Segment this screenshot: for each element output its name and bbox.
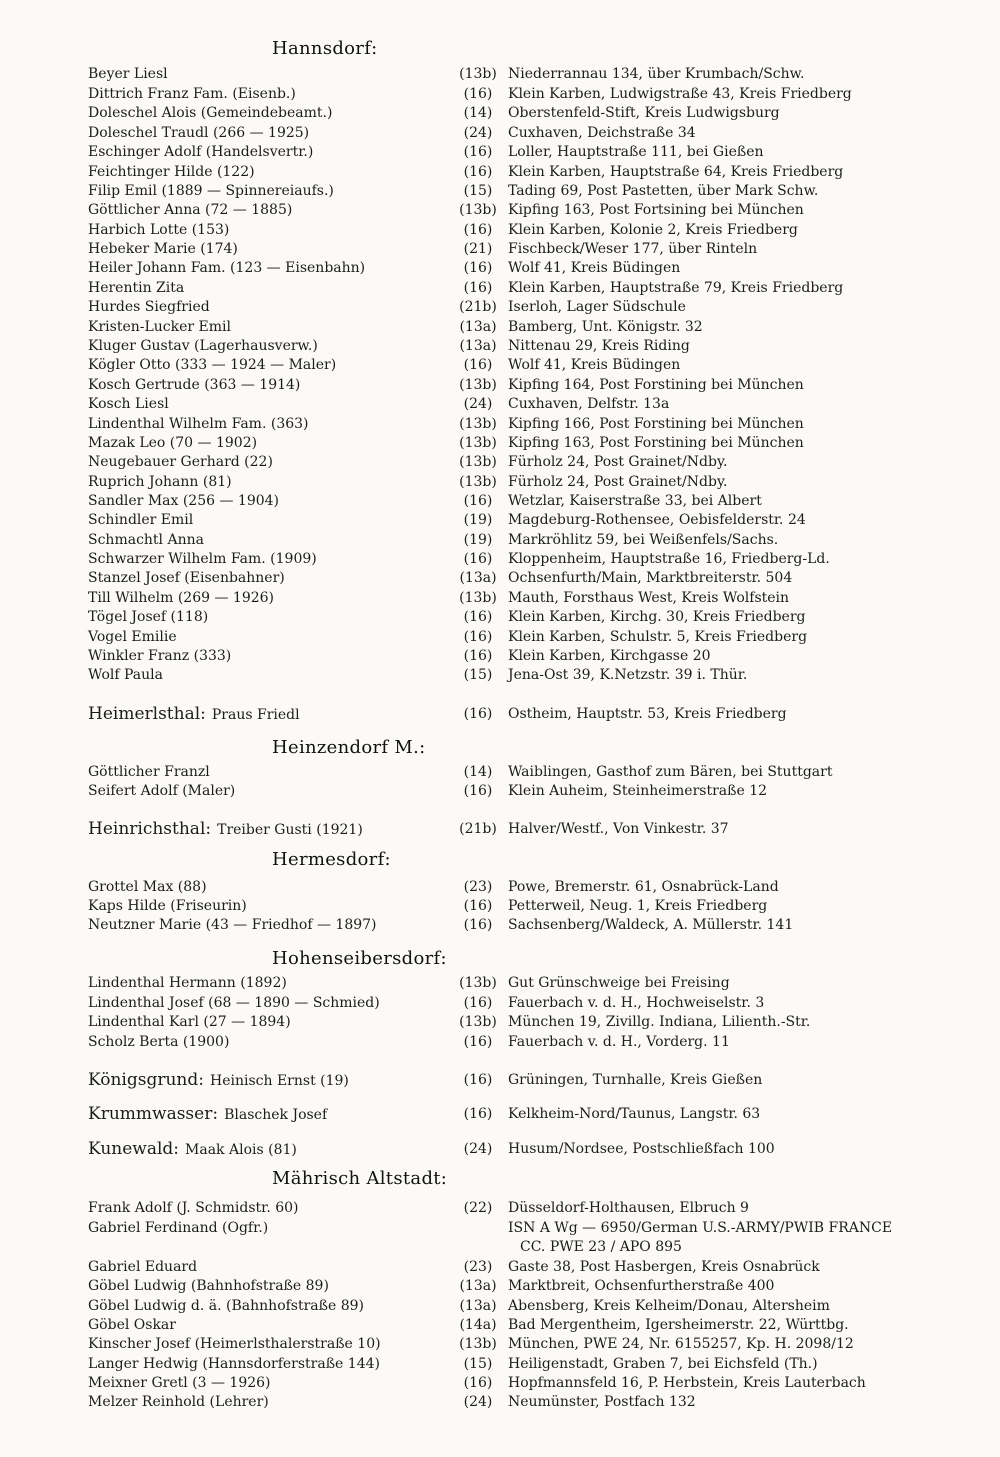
entry-name: Ruprich Johann (81) bbox=[88, 474, 232, 490]
entry-name: Wolf Paula bbox=[88, 667, 163, 683]
entry-name: Göttlicher Franzl bbox=[88, 764, 210, 780]
entry-row bbox=[0, 781, 1000, 801]
entry-row bbox=[0, 530, 1000, 550]
entry-row bbox=[0, 510, 1000, 530]
postal-zone-code: (16) bbox=[463, 706, 493, 722]
postal-zone-code: (24) bbox=[463, 125, 493, 141]
entry-name: Sandler Max (256 — 1904) bbox=[88, 493, 280, 509]
entry-name: Gabriel Eduard bbox=[88, 1259, 198, 1275]
entry-name: Vogel Emilie bbox=[88, 629, 177, 645]
entry-name: Treiber Gusti (1921) bbox=[217, 822, 363, 838]
entry-name: Praus Friedl bbox=[211, 707, 300, 723]
entry-address: Neumünster, Postfach 132 bbox=[508, 1394, 696, 1410]
entry-name: Hurdes Siegfried bbox=[88, 299, 210, 315]
entry-name: Beyer Liesl bbox=[88, 66, 168, 82]
entry-row bbox=[0, 297, 1000, 317]
postal-zone-code: (16) bbox=[463, 648, 493, 664]
entry-row bbox=[0, 239, 1000, 259]
entry-name: Melzer Reinhold (Lehrer) bbox=[88, 1394, 269, 1410]
postal-zone-code: (15) bbox=[463, 667, 493, 683]
entry-row bbox=[0, 375, 1000, 395]
entry-address: Kipfing 166, Post Forstining bei München bbox=[508, 416, 804, 432]
entry-name: Maak Alois (81) bbox=[185, 1142, 297, 1158]
postal-zone-code: (13b) bbox=[459, 1336, 497, 1352]
entry-row bbox=[0, 220, 1000, 240]
entry-name: Stanzel Josef (Eisenbahner) bbox=[88, 570, 285, 586]
entry-address: Kelkheim-Nord/Taunus, Langstr. 63 bbox=[508, 1106, 761, 1122]
postal-zone-code: (16) bbox=[463, 1375, 493, 1391]
entry-row bbox=[0, 103, 1000, 123]
entry-address: Sachsenberg/Waldeck, A. Müllerstr. 141 bbox=[508, 917, 794, 933]
postal-zone-code: (14a) bbox=[459, 1317, 497, 1333]
entry-address: Petterweil, Neug. 1, Kreis Friedberg bbox=[508, 898, 768, 914]
entry-row bbox=[0, 355, 1000, 375]
entry-address: Wetzlar, Kaiserstraße 33, bei Albert bbox=[508, 493, 762, 509]
postal-zone-code: (23) bbox=[463, 879, 493, 895]
entry-name: Gabriel Ferdinand (Ogfr.) bbox=[88, 1220, 269, 1236]
postal-zone-code: (24) bbox=[463, 396, 493, 412]
entry-row bbox=[0, 1257, 1000, 1277]
entry-address: Fürholz 24, Post Grainet/Ndby. bbox=[508, 474, 728, 490]
entry-row bbox=[0, 452, 1000, 472]
postal-zone-code: (13a) bbox=[459, 338, 497, 354]
entry-row bbox=[0, 64, 1000, 84]
entry-name: Meixner Gretl (3 — 1926) bbox=[88, 1375, 271, 1391]
postal-zone-code: (24) bbox=[463, 1141, 493, 1157]
entry-name: Lindenthal Karl (27 — 1894) bbox=[88, 1014, 291, 1030]
entry-name: Heinisch Ernst (19) bbox=[210, 1073, 349, 1089]
entry-address: Gut Grünschweige bei Freising bbox=[508, 975, 730, 991]
entry-name: Grottel Max (88) bbox=[88, 879, 207, 895]
entry-address: Fürholz 24, Post Grainet/Ndby. bbox=[508, 454, 728, 470]
entry-name: Scholz Berta (1900) bbox=[88, 1034, 230, 1050]
entry-address: Tading 69, Post Pastetten, über Mark Schw. bbox=[508, 183, 819, 199]
postal-zone-code: (16) bbox=[463, 917, 493, 933]
place-heading: Heinrichsthal: Treiber Gusti (1921) bbox=[88, 819, 363, 839]
entry-row bbox=[0, 1296, 1000, 1316]
postal-zone-code: (16) bbox=[463, 551, 493, 567]
postal-zone-code: (13b) bbox=[459, 1014, 497, 1030]
postal-zone-code: (13b) bbox=[459, 416, 497, 432]
entry-address: Niederrannau 134, über Krumbach/Schw. bbox=[508, 66, 805, 82]
entry-name: Filip Emil (1889 — Spinnereiaufs.) bbox=[88, 183, 334, 199]
entry-name: Kristen-Lucker Emil bbox=[88, 319, 231, 335]
entry-name: Harbich Lotte (153) bbox=[88, 222, 230, 238]
entry-name: Doleschel Traudl (266 — 1925) bbox=[88, 125, 310, 141]
entry-row bbox=[0, 1315, 1000, 1335]
entry-row bbox=[0, 472, 1000, 492]
entry-name: Lindenthal Hermann (1892) bbox=[88, 975, 287, 991]
entry-row bbox=[0, 200, 1000, 220]
postal-zone-code: (24) bbox=[463, 1394, 493, 1410]
postal-zone-code: (16) bbox=[463, 995, 493, 1011]
postal-zone-code: (13a) bbox=[459, 1278, 497, 1294]
postal-zone-code: (16) bbox=[463, 144, 493, 160]
entry-row bbox=[0, 993, 1000, 1013]
postal-zone-code: (22) bbox=[463, 1200, 493, 1216]
postal-zone-code: (16) bbox=[463, 898, 493, 914]
postal-zone-code: (13a) bbox=[459, 319, 497, 335]
section-heading: Mährisch Altstadt: bbox=[272, 1168, 448, 1189]
entry-address: Magdeburg-Rothensee, Oebisfelderstr. 24 bbox=[508, 512, 806, 528]
postal-zone-code: (14) bbox=[463, 105, 493, 121]
place-heading: Königsgrund: Heinisch Ernst (19) bbox=[88, 1070, 349, 1090]
entry-row bbox=[0, 607, 1000, 627]
postal-zone-code: (13b) bbox=[459, 377, 497, 393]
entry-row bbox=[0, 896, 1000, 916]
entry-name: Neugebauer Gerhard (22) bbox=[88, 454, 273, 470]
entry-address: Klein Karben, Kirchgasse 20 bbox=[508, 648, 711, 664]
inline-entry-row bbox=[0, 1104, 1000, 1124]
entry-address-continuation: CC. PWE 23 / APO 895 bbox=[520, 1239, 682, 1255]
entry-row-continuation bbox=[0, 1237, 1000, 1257]
postal-zone-code: (13b) bbox=[459, 975, 497, 991]
place-heading: Kunewald: Maak Alois (81) bbox=[88, 1139, 297, 1159]
entry-row bbox=[0, 142, 1000, 162]
postal-zone-code: (16) bbox=[463, 493, 493, 509]
entry-name: Kosch Gertrude (363 — 1914) bbox=[88, 377, 301, 393]
entry-address: Wolf 41, Kreis Büdingen bbox=[508, 357, 681, 373]
section-heading: Hannsdorf: bbox=[272, 38, 378, 59]
entry-row bbox=[0, 762, 1000, 782]
entry-row bbox=[0, 1354, 1000, 1374]
entry-row bbox=[0, 665, 1000, 685]
entry-address: Kloppenheim, Hauptstraße 16, Friedberg-Ld. bbox=[508, 551, 830, 567]
entry-name: Schwarzer Wilhelm Fam. (1909) bbox=[88, 551, 317, 567]
inline-entry-row bbox=[0, 819, 1000, 839]
entry-address: Nittenau 29, Kreis Riding bbox=[508, 338, 690, 354]
entry-address: Klein Karben, Kolonie 2, Kreis Friedberg bbox=[508, 222, 798, 238]
entry-row bbox=[0, 1373, 1000, 1393]
section-heading: Heinzendorf M.: bbox=[272, 737, 426, 758]
entry-name: Kögler Otto (333 — 1924 — Maler) bbox=[88, 357, 337, 373]
postal-zone-code: (16) bbox=[463, 1106, 493, 1122]
entry-address: München, PWE 24, Nr. 6155257, Kp. H. 2098/12 bbox=[508, 1336, 854, 1352]
entry-address: Kipfing 163, Post Forstining bei München bbox=[508, 435, 804, 451]
entry-name: Kaps Hilde (Friseurin) bbox=[88, 898, 247, 914]
entry-address: Grüningen, Turnhalle, Kreis Gießen bbox=[508, 1072, 763, 1088]
entry-name: Schmachtl Anna bbox=[88, 532, 204, 548]
postal-zone-code: (23) bbox=[463, 1259, 493, 1275]
postal-zone-code: (13b) bbox=[459, 590, 497, 606]
entry-address: Bad Mergentheim, Igersheimerstr. 22, Württbg. bbox=[508, 1317, 849, 1333]
postal-zone-code: (19) bbox=[463, 512, 493, 528]
postal-zone-code: (21) bbox=[463, 241, 493, 257]
entry-row bbox=[0, 568, 1000, 588]
section-heading: Hohenseibersdorf: bbox=[272, 948, 447, 969]
entry-address: Wolf 41, Kreis Büdingen bbox=[508, 260, 681, 276]
entry-name: Neutzner Marie (43 — Friedhof — 1897) bbox=[88, 917, 377, 933]
entry-address: Fauerbach v. d. H., Vorderg. 11 bbox=[508, 1034, 730, 1050]
entry-address: Iserloh, Lager Südschule bbox=[508, 299, 686, 315]
entry-row bbox=[0, 181, 1000, 201]
entry-address: Fischbeck/Weser 177, über Rinteln bbox=[508, 241, 758, 257]
entry-name: Göbel Ludwig (Bahnhofstraße 89) bbox=[88, 1278, 329, 1294]
entry-row bbox=[0, 84, 1000, 104]
entry-name: Lindenthal Wilhelm Fam. (363) bbox=[88, 416, 309, 432]
entry-name: Herentin Zita bbox=[88, 280, 185, 296]
place-heading: Krummwasser: Blaschek Josef bbox=[88, 1104, 328, 1124]
entry-address: Loller, Hauptstraße 111, bei Gießen bbox=[508, 144, 764, 160]
entry-name: Göttlicher Anna (72 — 1885) bbox=[88, 202, 293, 218]
entry-row bbox=[0, 278, 1000, 298]
postal-zone-code: (16) bbox=[463, 222, 493, 238]
entry-address: Markröhlitz 59, bei Weißenfels/Sachs. bbox=[508, 532, 779, 548]
entry-row bbox=[0, 1392, 1000, 1412]
entry-name: Tögel Josef (118) bbox=[88, 609, 209, 625]
entry-address: Hopfmannsfeld 16, P. Herbstein, Kreis Lauterbach bbox=[508, 1375, 866, 1391]
entry-address: Gaste 38, Post Hasbergen, Kreis Osnabrück bbox=[508, 1259, 820, 1275]
entry-row bbox=[0, 258, 1000, 278]
entry-row bbox=[0, 394, 1000, 414]
postal-zone-code: (16) bbox=[463, 1034, 493, 1050]
postal-zone-code: (15) bbox=[463, 183, 493, 199]
entry-address: Ochsenfurth/Main, Marktbreiterstr. 504 bbox=[508, 570, 793, 586]
postal-zone-code: (21b) bbox=[459, 299, 497, 315]
entry-name: Dittrich Franz Fam. (Eisenb.) bbox=[88, 86, 296, 102]
entry-address: Cuxhaven, Deichstraße 34 bbox=[508, 125, 696, 141]
entry-address: Jena-Ost 39, K.Netzstr. 39 i. Thür. bbox=[508, 667, 748, 683]
postal-zone-code: (13b) bbox=[459, 454, 497, 470]
entry-row bbox=[0, 588, 1000, 608]
entry-name: Feichtinger Hilde (122) bbox=[88, 164, 255, 180]
entry-row bbox=[0, 414, 1000, 434]
entry-name: Lindenthal Josef (68 — 1890 — Schmied) bbox=[88, 995, 380, 1011]
entry-address: Mauth, Forsthaus West, Kreis Wolfstein bbox=[508, 590, 790, 606]
entry-name: Heiler Johann Fam. (123 — Eisenbahn) bbox=[88, 260, 366, 276]
postal-zone-code: (16) bbox=[463, 357, 493, 373]
entry-row bbox=[0, 317, 1000, 337]
entry-address: Kipfing 163, Post Fortsining bei München bbox=[508, 202, 804, 218]
entry-row bbox=[0, 1276, 1000, 1296]
entry-address: Abensberg, Kreis Kelheim/Donau, Altersheim bbox=[508, 1298, 830, 1314]
place-heading: Heimerlsthal: Praus Friedl bbox=[88, 704, 300, 724]
postal-zone-code: (13b) bbox=[459, 474, 497, 490]
postal-zone-code: (16) bbox=[463, 86, 493, 102]
entry-name: Mazak Leo (70 — 1902) bbox=[88, 435, 258, 451]
entry-row bbox=[0, 1218, 1000, 1238]
entry-address: Klein Karben, Hauptstraße 79, Kreis Friedberg bbox=[508, 280, 844, 296]
entry-row bbox=[0, 973, 1000, 993]
entry-address: Marktbreit, Ochsenfurtherstraße 400 bbox=[508, 1278, 775, 1294]
entry-address: Halver/Westf., Von Vinkestr. 37 bbox=[508, 821, 729, 837]
entry-address: Cuxhaven, Delfstr. 13a bbox=[508, 396, 670, 412]
entry-address: Kipfing 164, Post Forstining bei München bbox=[508, 377, 804, 393]
entry-name: Seifert Adolf (Maler) bbox=[88, 783, 236, 799]
postal-zone-code: (16) bbox=[463, 1072, 493, 1088]
entry-name: Eschinger Adolf (Handelsvertr.) bbox=[88, 144, 314, 160]
postal-zone-code: (13a) bbox=[459, 1298, 497, 1314]
entry-row bbox=[0, 1334, 1000, 1354]
entry-name: Schindler Emil bbox=[88, 512, 194, 528]
entry-row bbox=[0, 1012, 1000, 1032]
inline-entry-row bbox=[0, 1139, 1000, 1159]
entry-address: Ostheim, Hauptstr. 53, Kreis Friedberg bbox=[508, 706, 787, 722]
entry-row bbox=[0, 336, 1000, 356]
entry-name: Hebeker Marie (174) bbox=[88, 241, 238, 257]
entry-name: Kosch Liesl bbox=[88, 396, 169, 412]
inline-entry-row bbox=[0, 704, 1000, 724]
entry-address: Heiligenstadt, Graben 7, bei Eichsfeld (Th.) bbox=[508, 1356, 818, 1372]
entry-address: Husum/Nordsee, Postschließfach 100 bbox=[508, 1141, 775, 1157]
entry-name: Kluger Gustav (Lagerhausverw.) bbox=[88, 338, 318, 354]
entry-address: Powe, Bremerstr. 61, Osnabrück-Land bbox=[508, 879, 779, 895]
entry-name: Langer Hedwig (Hannsdorferstraße 144) bbox=[88, 1356, 380, 1372]
entry-name: Kinscher Josef (Heimerlsthalerstraße 10) bbox=[88, 1336, 381, 1352]
entry-row bbox=[0, 549, 1000, 569]
entry-row bbox=[0, 491, 1000, 511]
entry-row bbox=[0, 1198, 1000, 1218]
entry-address: Düsseldorf-Holthausen, Elbruch 9 bbox=[508, 1200, 749, 1216]
entry-address: Klein Karben, Hauptstraße 64, Kreis Friedberg bbox=[508, 164, 844, 180]
postal-zone-code: (16) bbox=[463, 609, 493, 625]
entry-address: Klein Karben, Kirchg. 30, Kreis Friedberg bbox=[508, 609, 806, 625]
postal-zone-code: (21b) bbox=[459, 821, 497, 837]
entry-row bbox=[0, 162, 1000, 182]
postal-zone-code: (13b) bbox=[459, 202, 497, 218]
entry-address: Klein Karben, Schulstr. 5, Kreis Friedberg bbox=[508, 629, 808, 645]
postal-zone-code: (15) bbox=[463, 1356, 493, 1372]
postal-zone-code: (16) bbox=[463, 629, 493, 645]
inline-entry-row bbox=[0, 1070, 1000, 1090]
entry-name: Frank Adolf (J. Schmidstr. 60) bbox=[88, 1200, 299, 1216]
entry-row bbox=[0, 627, 1000, 647]
entry-address: ISN A Wg — 6950/German U.S.-ARMY/PWIB FRANCE bbox=[508, 1220, 893, 1236]
entry-name: Göbel Oskar bbox=[88, 1317, 176, 1333]
entry-row bbox=[0, 915, 1000, 935]
entry-row bbox=[0, 877, 1000, 897]
section-heading: Hermesdorf: bbox=[272, 849, 391, 870]
entry-name: Winkler Franz (333) bbox=[88, 648, 232, 664]
entry-row bbox=[0, 433, 1000, 453]
postal-zone-code: (19) bbox=[463, 532, 493, 548]
entry-address: Bamberg, Unt. Königstr. 32 bbox=[508, 319, 703, 335]
entry-address: Klein Karben, Ludwigstraße 43, Kreis Friedberg bbox=[508, 86, 852, 102]
postal-zone-code: (16) bbox=[463, 260, 493, 276]
postal-zone-code: (13a) bbox=[459, 570, 497, 586]
postal-zone-code: (13b) bbox=[459, 66, 497, 82]
entry-name: Göbel Ludwig d. ä. (Bahnhofstraße 89) bbox=[88, 1298, 365, 1314]
entry-address: Fauerbach v. d. H., Hochweiselstr. 3 bbox=[508, 995, 765, 1011]
postal-zone-code: (16) bbox=[463, 280, 493, 296]
entry-address: Klein Auheim, Steinheimerstraße 12 bbox=[508, 783, 768, 799]
entry-name: Blaschek Josef bbox=[224, 1107, 328, 1123]
entry-row bbox=[0, 1032, 1000, 1052]
entry-name: Doleschel Alois (Gemeindebeamt.) bbox=[88, 105, 333, 121]
entry-row bbox=[0, 123, 1000, 143]
entry-address: Waiblingen, Gasthof zum Bären, bei Stuttgart bbox=[508, 764, 833, 780]
entry-row bbox=[0, 646, 1000, 666]
postal-zone-code: (16) bbox=[463, 164, 493, 180]
entry-name: Till Wilhelm (269 — 1926) bbox=[88, 590, 274, 606]
entry-address: Oberstenfeld-Stift, Kreis Ludwigsburg bbox=[508, 105, 780, 121]
postal-zone-code: (14) bbox=[463, 764, 493, 780]
postal-zone-code: (16) bbox=[463, 783, 493, 799]
postal-zone-code: (13b) bbox=[459, 435, 497, 451]
entry-address: München 19, Zivillg. Indiana, Lilienth.-Str. bbox=[508, 1014, 811, 1030]
